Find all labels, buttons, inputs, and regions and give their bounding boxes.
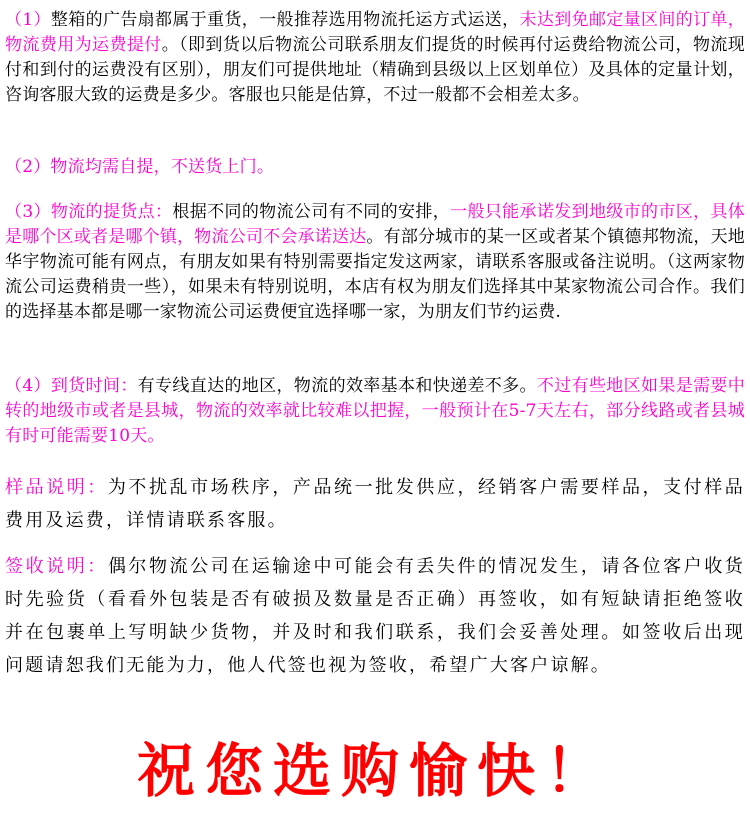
note-4-number: （4） <box>5 376 51 396</box>
sample-text: 为不扰乱市场秩序，产品统一批发供应，经销客户需要样品，支付样品费用及运费，详情请联系客服。 <box>5 477 745 531</box>
note-2-number: （2） <box>5 157 51 177</box>
sign-text: 偶尔物流公司在运输途中可能会有丢失件的情况发生，请各位客户收货时先验货（看看外包装是否有破损及数量是否正确）再签收，如有短缺请拒绝签收并在包裹单上写明缺少货物，并及时和我们联系，我们会妥善处理。如签收后出现问题请恕我们无能为力，他人代签也视为签收，希望广大客户谅解。 <box>5 556 745 676</box>
note-3-text-b: 。有部分城市的某一区或者某个镇德邦物流，天地华宇物流可能有网点，有朋友如果有特别需要指定发这两家，请联系客服或备注说明。（这两家物流公司运费稍贵一些），如果未有特别说明，本店有权为朋友们选择其中某家物流公司合作。我们的选择基本都是哪一家物流公司运费便宜选择哪一家，为朋友们节约运费. <box>5 227 746 322</box>
note-paragraph-3 <box>5 200 745 325</box>
sign-title: 签收说明： <box>5 556 108 577</box>
note-paragraph-4 <box>5 374 745 449</box>
note-4-highlight: 不过有些地区如果是需要中转的地级市或者是县城，物流的效率就比较难以把握，一般预计在5-7天左右，部分线路或者县城有时可能需要10天。 <box>5 376 745 446</box>
note-3-highlight: 一般只能承诺发到地级市的市区，具体是哪个区或者是哪个镇，物流公司不会承诺送达 <box>5 202 745 247</box>
note-4-label: 到货时间： <box>50 376 138 396</box>
closing-greeting: 祝您选购愉快！ <box>136 737 613 805</box>
note-1-text-b: 。（即到货以后物流公司联系朋友们提货的时候再付运费给物流公司，物流现付和到付的运费没有区别），朋友们可提供地址（精确到县级以上区划单位）及具体的定量计划，咨询客服大致的运费是多少。客服也只能是估算，不过一般都不会相差太多。 <box>5 35 745 105</box>
note-1-highlight: 未达到免邮定量区间的订单，物流费用为运费提付 <box>5 10 745 55</box>
note-3-label: 物流的提货点： <box>50 202 173 222</box>
sample-section <box>5 471 745 537</box>
note-2-highlight: 物流均需自提，不送货上门。 <box>50 157 275 177</box>
note-1-text-a: 整箱的广告扇都属于重货，一般推荐选用物流托运方式运送， <box>50 10 520 30</box>
note-paragraph-1 <box>5 8 745 108</box>
sample-title: 样品说明： <box>5 477 108 498</box>
sign-section <box>5 550 745 682</box>
note-3-text-a: 根据不同的物流公司有不同的安排， <box>172 202 451 222</box>
note-paragraph-2 <box>5 155 745 180</box>
note-4-text-a: 有专线直达的地区，物流的效率基本和快递差不多。 <box>137 376 537 396</box>
note-3-number: （3） <box>5 202 51 222</box>
note-1-number: （1） <box>5 10 51 30</box>
